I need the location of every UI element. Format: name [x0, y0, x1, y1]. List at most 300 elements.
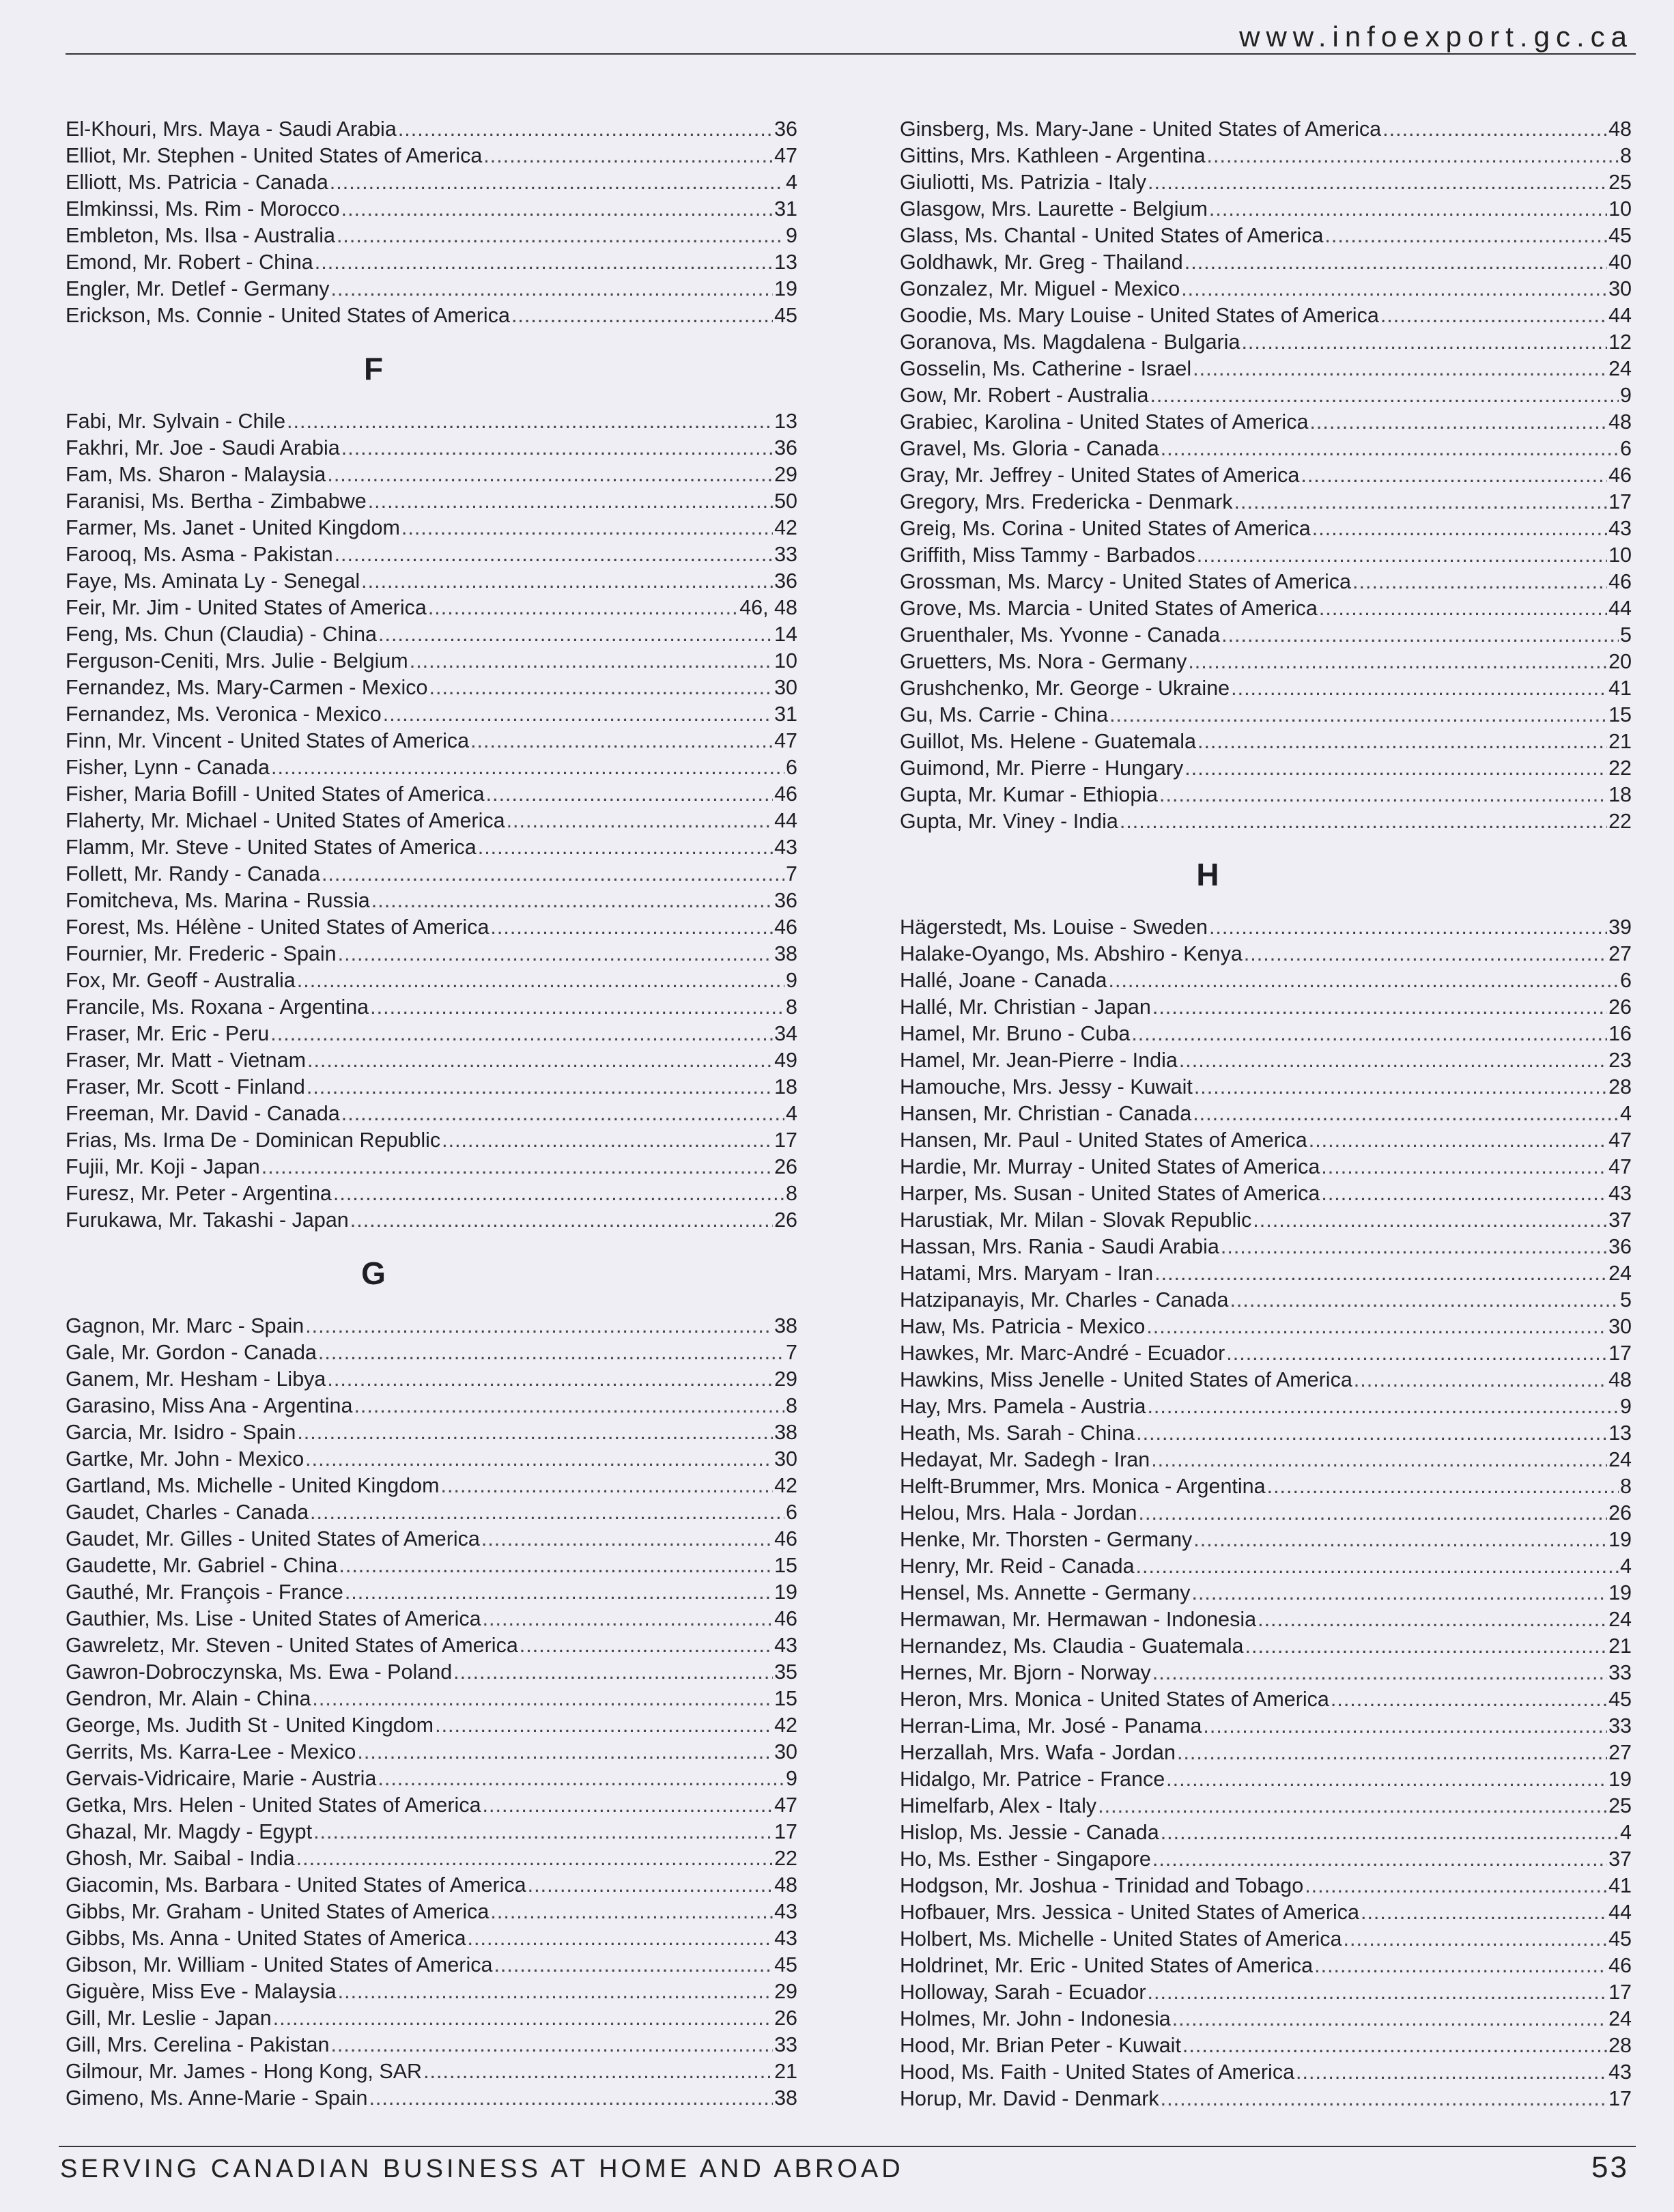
index-entry [900, 1846, 1632, 1873]
entry-page: 9 [786, 1767, 797, 1790]
index-entry [66, 1393, 797, 1419]
index-entry [900, 409, 1632, 436]
index-entry [900, 1686, 1632, 1713]
dot-leader [1179, 1047, 1607, 1074]
entry-page: 9 [1620, 1395, 1632, 1418]
entry-name: Heron, Mrs. Monica - United States of America [900, 1688, 1329, 1711]
dot-leader [494, 1952, 773, 1979]
entry-name: Himelfarb, Alex - Italy [900, 1794, 1097, 1817]
entry-page: 17 [1608, 490, 1632, 513]
dot-leader [1312, 515, 1607, 542]
entry-page: 8 [786, 1182, 797, 1205]
entry-page: 12 [1608, 330, 1632, 354]
dot-leader [297, 967, 784, 994]
entry-name: Grushchenko, Mr. George - Ukraine [900, 677, 1230, 700]
index-entry [66, 621, 797, 648]
index-entry [66, 116, 797, 143]
index-entry [66, 861, 797, 888]
entry-page: 42 [774, 1714, 797, 1737]
entry-name: Hofbauer, Mrs. Jessica - United States of America [900, 1901, 1359, 1924]
index-entry [900, 967, 1632, 994]
entry-name: Fraser, Mr. Eric - Peru [66, 1022, 270, 1045]
index-entry [900, 1047, 1632, 1074]
index-entry [900, 1393, 1632, 1420]
index-entry [66, 302, 797, 329]
dot-leader [273, 2005, 773, 2032]
entry-name: Horup, Mr. David - Denmark [900, 2087, 1159, 2110]
section-letter: F [363, 351, 384, 386]
dot-leader [341, 1101, 784, 1127]
index-entry [66, 941, 797, 967]
entry-page: 48 [1608, 410, 1632, 434]
index-entry [66, 914, 797, 941]
entry-name: Fraser, Mr. Matt - Vietnam [66, 1049, 306, 1072]
dot-leader [1301, 462, 1607, 489]
entry-page: 45 [774, 304, 797, 327]
index-entry [66, 1952, 797, 1979]
entry-page: 33 [1608, 1661, 1632, 1684]
entry-page: 4 [786, 171, 797, 194]
index-entry [66, 196, 797, 223]
index-entry [66, 1579, 797, 1606]
index-entry [66, 1632, 797, 1659]
entry-page: 13 [774, 410, 797, 433]
entry-page: 33 [774, 543, 797, 566]
entry-name: Fisher, Maria Bofill - United States of America [66, 782, 485, 806]
entry-page: 43 [774, 1927, 797, 1950]
entry-page: 9 [1620, 384, 1632, 407]
entry-page: 37 [1608, 1847, 1632, 1871]
entry-name: Gow, Mr. Robert - Australia [900, 384, 1149, 407]
entry-name: Gittins, Mrs. Kathleen - Argentina [900, 144, 1206, 167]
entry-name: Faranisi, Ms. Bertha - Zimbabwe [66, 490, 367, 513]
index-entry [66, 1686, 797, 1712]
entry-page: 49 [774, 1049, 797, 1072]
index-entry [66, 1047, 797, 1074]
dot-leader [398, 116, 773, 143]
dot-leader [310, 1499, 784, 1526]
entry-page: 46 [1608, 464, 1632, 487]
dot-leader [1161, 436, 1619, 462]
index-entry [900, 1873, 1632, 1899]
entry-name: Fraser, Mr. Scott - Finland [66, 1075, 305, 1098]
dot-leader [322, 861, 784, 888]
index-entry [66, 728, 797, 754]
entry-page: 8 [1620, 1475, 1632, 1498]
index-entry [900, 675, 1632, 702]
index-entry [900, 622, 1632, 649]
index-entry [900, 1713, 1632, 1740]
entry-name: Embleton, Ms. Ilsa - Australia [66, 224, 335, 247]
entry-page: 6 [786, 756, 797, 779]
index-entry [900, 1074, 1632, 1101]
entry-page: 46, 48 [739, 596, 797, 619]
dot-leader [297, 1419, 773, 1446]
dot-leader [354, 1393, 784, 1419]
dot-leader [1139, 1500, 1608, 1527]
entry-page: 48 [1608, 117, 1632, 141]
entry-page: 36 [1608, 1235, 1632, 1258]
entry-page: 47 [774, 144, 797, 167]
index-entry [66, 143, 797, 169]
entry-page: 36 [774, 569, 797, 593]
index-entry [900, 1899, 1632, 1926]
dot-leader [1152, 1660, 1607, 1686]
index-entry [66, 1899, 797, 1925]
index-entry [66, 1925, 797, 1952]
entry-page: 22 [1608, 756, 1632, 780]
index-entry [900, 649, 1632, 675]
entry-page: 43 [1608, 2060, 1632, 2084]
entry-name: Helft-Brummer, Mrs. Monica - Argentina [900, 1475, 1266, 1498]
entry-name: Gravel, Ms. Gloria - Canada [900, 437, 1159, 460]
index-entry [900, 1314, 1632, 1340]
entry-name: Getka, Mrs. Helen - United States of America [66, 1793, 481, 1817]
index-entry [900, 143, 1632, 169]
dot-leader [368, 488, 773, 515]
entry-name: Fam, Ms. Sharon - Malaysia [66, 463, 326, 486]
index-entry [900, 1021, 1632, 1047]
entry-page: 47 [774, 1793, 797, 1817]
index-entry [66, 1792, 797, 1819]
entry-name: Finn, Mr. Vincent - United States of America [66, 729, 470, 752]
entry-name: Gauthier, Ms. Lise - United States of America [66, 1607, 481, 1630]
entry-name: Hood, Mr. Brian Peter - Kuwait [900, 2034, 1181, 2057]
entry-name: Harper, Ms. Susan - United States of America [900, 1182, 1320, 1205]
entry-page: 22 [774, 1847, 797, 1870]
entry-name: Holdrinet, Mr. Eric - United States of America [900, 1954, 1314, 1977]
entry-name: Giuliotti, Ms. Patrizia - Italy [900, 171, 1146, 194]
entry-name: Harustiak, Mr. Milan - Slovak Republic [900, 1208, 1252, 1232]
entry-page: 43 [1608, 1182, 1632, 1205]
index-entry [66, 808, 797, 834]
entry-page: 27 [1608, 942, 1632, 965]
entry-name: Gruenthaler, Ms. Yvonne - Canada [900, 623, 1221, 647]
dot-leader [1221, 622, 1619, 649]
entry-name: Gagnon, Mr. Marc - Spain [66, 1314, 304, 1337]
entry-name: Herzallah, Mrs. Wafa - Jordan [900, 1741, 1176, 1764]
entry-name: Gaudette, Mr. Gabriel - China [66, 1554, 338, 1577]
dot-leader [1309, 409, 1607, 436]
entry-name: Hay, Mrs. Pamela - Austria [900, 1395, 1146, 1418]
dot-leader [330, 276, 773, 302]
entry-name: Francile, Ms. Roxana - Argentina [66, 995, 369, 1019]
dot-leader [338, 941, 773, 967]
dot-leader [1197, 728, 1607, 755]
entry-name: Griffith, Miss Tammy - Barbados [900, 543, 1195, 567]
index-entry [900, 116, 1632, 143]
dot-leader [1354, 1367, 1607, 1393]
entry-page: 9 [786, 969, 797, 992]
entry-page: 24 [1608, 1448, 1632, 1471]
entry-page: 45 [774, 1953, 797, 1976]
dot-leader [307, 1074, 773, 1101]
dot-leader [1161, 1819, 1619, 1846]
index-entry [66, 834, 797, 861]
entry-page: 8 [1620, 144, 1632, 167]
index-entry [66, 888, 797, 914]
entry-name: Emond, Mr. Robert - China [66, 251, 313, 274]
entry-name: Fomitcheva, Ms. Marina - Russia [66, 889, 370, 912]
dot-leader [453, 1659, 773, 1686]
entry-page: 38 [774, 1314, 797, 1337]
entry-page: 19 [774, 1580, 797, 1604]
entry-page: 36 [774, 117, 797, 141]
entry-page: 22 [1608, 810, 1632, 833]
entry-page: 29 [774, 463, 797, 486]
entry-name: Hatzipanayis, Mr. Charles - Canada [900, 1288, 1229, 1311]
dot-leader [1361, 1899, 1607, 1926]
dot-leader [1148, 169, 1607, 196]
entry-page: 19 [1608, 1528, 1632, 1551]
index-entry [900, 1234, 1632, 1260]
index-entry [66, 1313, 797, 1339]
index-entry [900, 1953, 1632, 1979]
index-entry [900, 1500, 1632, 1527]
index-entry [66, 1446, 797, 1473]
index-entry [900, 808, 1632, 835]
entry-name: Gu, Ms. Carrie - China [900, 703, 1109, 726]
dot-leader [1305, 1873, 1607, 1899]
dot-leader [481, 1526, 773, 1552]
index-entry [900, 1127, 1632, 1154]
entry-page: 10 [1608, 543, 1632, 567]
entry-name: Hislop, Ms. Jessie - Canada [900, 1821, 1159, 1844]
entry-page: 30 [774, 1447, 797, 1471]
index-entry [66, 488, 797, 515]
entry-page: 10 [1608, 197, 1632, 221]
index-entry [900, 436, 1632, 462]
entry-page: 4 [1620, 1102, 1632, 1125]
dot-leader [333, 1180, 784, 1207]
index-entry [66, 1074, 797, 1101]
entry-name: Hernes, Mr. Bjorn - Norway [900, 1661, 1151, 1684]
dot-leader [410, 648, 773, 675]
entry-name: Hawkes, Mr. Marc-André - Ecuador [900, 1342, 1225, 1365]
dot-leader [441, 1473, 774, 1499]
entry-page: 46 [774, 1527, 797, 1550]
dot-leader [313, 1819, 773, 1845]
entry-page: 24 [1608, 1608, 1632, 1631]
entry-name: Gray, Mr. Jeffrey - United States of America [900, 464, 1300, 487]
dot-leader [483, 1606, 773, 1632]
index-entry [66, 1207, 797, 1234]
entry-page: 6 [786, 1501, 797, 1524]
dot-leader [327, 462, 773, 488]
entry-page: 34 [774, 1022, 797, 1045]
index-entry [900, 1260, 1632, 1287]
dot-leader [490, 1899, 773, 1925]
index-entry [900, 1180, 1632, 1207]
index-entry [66, 1766, 797, 1792]
entry-name: Gervais-Vidricaire, Marie - Austria [66, 1767, 377, 1790]
entry-name: Guimond, Mr. Pierre - Hungary [900, 756, 1184, 780]
entry-name: Holbert, Ms. Michelle - United States of America [900, 1927, 1342, 1951]
entry-page: 28 [1608, 1075, 1632, 1098]
dot-leader [1245, 1633, 1608, 1660]
entry-name: Garcia, Mr. Isidro - Spain [66, 1421, 296, 1444]
dot-leader [383, 701, 773, 728]
entry-page: 15 [774, 1687, 797, 1710]
dot-leader [1314, 1953, 1607, 1979]
entry-page: 36 [774, 889, 797, 912]
entry-name: Gibbs, Mr. Graham - United States of America [66, 1900, 490, 1923]
index-entry [900, 1553, 1632, 1580]
index-entry [900, 2059, 1632, 2086]
index-entry [900, 2006, 1632, 2032]
entry-name: Fujii, Mr. Koji - Japan [66, 1155, 260, 1178]
entry-page: 17 [1608, 1342, 1632, 1365]
dot-leader [296, 1845, 773, 1872]
entry-name: Gimeno, Ms. Anne-Marie - Spain [66, 2086, 368, 2110]
entry-name: Ghazal, Mr. Magdy - Egypt [66, 1820, 313, 1843]
entry-name: Hansen, Mr. Christian - Canada [900, 1102, 1192, 1125]
entry-name: Gartke, Mr. John - Mexico [66, 1447, 304, 1471]
entry-name: Helou, Mrs. Hala - Jordan [900, 1501, 1137, 1525]
dot-leader [1154, 1260, 1607, 1287]
index-entry [900, 356, 1632, 382]
dot-leader [1098, 1793, 1607, 1819]
entry-name: Hallé, Joane - Canada [900, 969, 1107, 992]
dot-leader [1188, 649, 1607, 675]
index-entry [66, 967, 797, 994]
section-letter: H [1196, 857, 1219, 892]
index-entry [66, 1021, 797, 1047]
entry-page: 47 [1608, 1129, 1632, 1152]
dot-leader [1231, 675, 1607, 702]
entry-page: 36 [774, 436, 797, 459]
index-entry [900, 196, 1632, 223]
dot-leader [371, 888, 773, 914]
entry-name: Gaudet, Charles - Canada [66, 1501, 309, 1524]
entry-name: Gawreletz, Mr. Steven - United States of America [66, 1634, 518, 1657]
entry-page: 15 [774, 1554, 797, 1577]
dot-leader [1344, 1926, 1608, 1953]
dot-leader [350, 1207, 773, 1234]
entry-page: 14 [774, 623, 797, 646]
index-entry [900, 728, 1632, 755]
entry-name: Engler, Mr. Detlef - Germany [66, 277, 330, 300]
index-entry [900, 1793, 1632, 1819]
dot-leader [528, 1872, 773, 1899]
entry-page: 41 [1608, 1874, 1632, 1897]
entry-page: 6 [1620, 437, 1632, 460]
dot-leader [1161, 2086, 1607, 2112]
entry-page: 4 [1620, 1555, 1632, 1578]
entry-page: 40 [1608, 251, 1632, 274]
entry-page: 38 [774, 2086, 797, 2110]
dot-leader [1177, 1740, 1607, 1766]
dot-leader [305, 1313, 773, 1339]
entry-name: Gruetters, Ms. Nora - Germany [900, 650, 1187, 673]
dot-leader [511, 302, 773, 329]
dot-leader [1221, 1234, 1607, 1260]
entry-page: 30 [1608, 277, 1632, 300]
dot-leader [470, 728, 773, 754]
footer-tagline: SERVING CANADIAN BUSINESS AT HOME AND ABROAD [60, 2155, 904, 2183]
entry-name: Gibbs, Ms. Anna - United States of America [66, 1927, 466, 1950]
entry-name: Elmkinssi, Ms. Rim - Morocco [66, 197, 340, 221]
dot-leader [1146, 1314, 1607, 1340]
index-entry [66, 1127, 797, 1154]
dot-leader [423, 2058, 773, 2085]
entry-name: Forest, Ms. Hélène - United States of America [66, 916, 490, 939]
dot-leader [1136, 1420, 1607, 1447]
entry-name: El-Khouri, Mrs. Maya - Saudi Arabia [66, 117, 397, 141]
entry-page: 30 [774, 1740, 797, 1763]
entry-page: 26 [1608, 995, 1632, 1019]
entry-page: 9 [786, 224, 797, 247]
index-entry [66, 1819, 797, 1845]
entry-page: 18 [1608, 783, 1632, 806]
dot-leader [327, 1366, 773, 1393]
dot-leader [1182, 2032, 1607, 2059]
entry-page: 17 [774, 1820, 797, 1843]
index-entry [900, 223, 1632, 249]
dot-leader [330, 2032, 773, 2058]
entry-page: 27 [1608, 1741, 1632, 1764]
entry-page: 43 [774, 836, 797, 859]
dot-leader [1267, 1473, 1619, 1500]
dot-leader [305, 1446, 773, 1473]
entry-name: Gosselin, Ms. Catherine - Israel [900, 357, 1192, 380]
entry-name: Halake-Oyango, Ms. Abshiro - Kenya [900, 942, 1243, 965]
entry-page: 47 [774, 729, 797, 752]
dot-leader [1166, 1766, 1607, 1793]
index-entry [66, 2085, 797, 2112]
index-entry [66, 2032, 797, 2058]
entry-page: 43 [774, 1634, 797, 1657]
dot-leader [1253, 1207, 1607, 1234]
dot-leader [483, 143, 773, 169]
dot-leader [312, 1686, 773, 1712]
entry-name: Gill, Mrs. Cerelina - Pakistan [66, 2033, 330, 2056]
entry-name: Hawkins, Miss Jenelle - United States of America [900, 1368, 1352, 1391]
entry-page: 31 [774, 197, 797, 221]
dot-leader [478, 834, 773, 861]
entry-page: 44 [774, 809, 797, 832]
entry-page: 13 [1608, 1421, 1632, 1445]
index-entry [66, 408, 797, 435]
entry-page: 46 [1608, 1954, 1632, 1977]
index-entry [900, 276, 1632, 302]
dot-leader [330, 169, 784, 196]
dot-leader [1321, 1180, 1607, 1207]
dot-leader [315, 249, 773, 276]
dot-leader [369, 2085, 773, 2112]
dot-leader [1197, 542, 1607, 569]
dot-leader [490, 914, 773, 941]
entry-name: Flamm, Mr. Steve - United States of America [66, 836, 477, 859]
entry-name: Fernandez, Ms. Mary-Carmen - Mexico [66, 676, 428, 699]
entry-page: 46 [1608, 570, 1632, 593]
index-entry [66, 2058, 797, 2085]
entry-name: Glass, Ms. Chantal - United States of America [900, 224, 1324, 247]
index-entry [900, 515, 1632, 542]
dot-leader [341, 196, 773, 223]
entry-name: Gupta, Mr. Viney - India [900, 810, 1118, 833]
dot-leader [1203, 1713, 1607, 1740]
dot-leader [370, 994, 784, 1021]
index-entry [900, 382, 1632, 409]
entry-name: Elliot, Mr. Stephen - United States of America [66, 144, 483, 167]
entry-page: 23 [1608, 1049, 1632, 1072]
page-number: 53 [1591, 2151, 1629, 2184]
index-entry [66, 1526, 797, 1552]
index-entry [900, 1473, 1632, 1500]
entry-page: 47 [1608, 1155, 1632, 1178]
entry-name: Glasgow, Mrs. Laurette - Belgium [900, 197, 1208, 221]
